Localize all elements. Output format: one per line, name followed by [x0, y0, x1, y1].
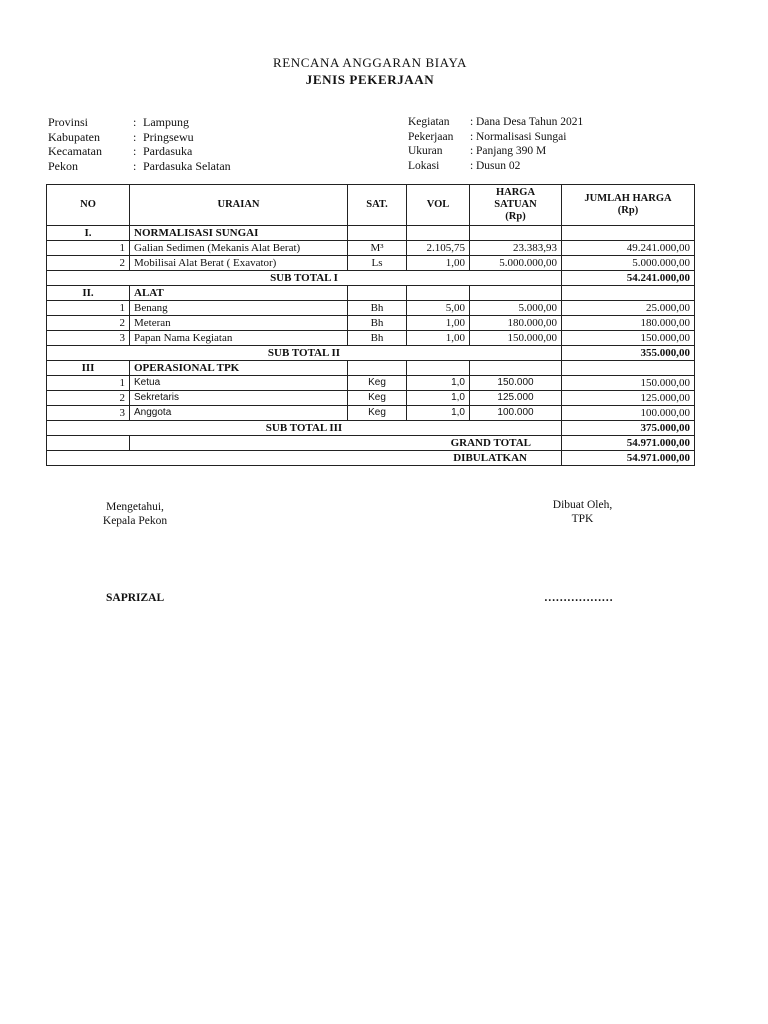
- header-harga-line: HARGA: [495, 187, 536, 198]
- item-sat: Keg: [348, 376, 407, 391]
- item-sat: Keg: [348, 406, 407, 421]
- info-right-block: [408, 115, 583, 173]
- signature-left-line1: Mengetahui,: [106, 501, 164, 513]
- info-row-ukuran: [408, 144, 583, 159]
- table-row: [47, 406, 695, 421]
- info-colon: :: [133, 129, 137, 144]
- item-vol: 1,0: [407, 406, 470, 421]
- info-label: Provinsi: [48, 115, 89, 129]
- info-value: Dusun 02: [476, 159, 521, 172]
- item-harga: 5.000.000,00: [470, 256, 562, 271]
- item-jumlah: 150.000,00: [562, 376, 695, 391]
- table-row: [47, 301, 695, 316]
- dibulatkan-label: DIBULATKAN: [47, 451, 562, 466]
- subtotal-label: SUB TOTAL II: [47, 346, 562, 361]
- item-uraian: Benang: [130, 301, 348, 316]
- item-no: 3: [47, 406, 130, 421]
- info-row-pekon: [48, 159, 231, 174]
- item-no: 3: [47, 331, 130, 346]
- header-jumlah-line: JUMLAH HARGA: [584, 193, 672, 204]
- table-row: [47, 316, 695, 331]
- grand-total-value: 54.971.000,00: [562, 436, 695, 451]
- header-sat: SAT.: [348, 185, 407, 226]
- info-value: Dana Desa Tahun 2021: [476, 116, 584, 128]
- info-row-provinsi: [48, 115, 231, 130]
- table-row: [47, 241, 695, 256]
- signature-right-line1: Dibuat Oleh,: [552, 499, 613, 511]
- item-jumlah: 25.000,00: [562, 301, 695, 316]
- dibulatkan-row: [47, 451, 695, 466]
- table-row: [47, 331, 695, 346]
- subtotal-value: 54.241.000,00: [562, 271, 695, 286]
- dibulatkan-value: 54.971.000,00: [562, 451, 695, 466]
- table-row: [47, 391, 695, 406]
- info-label: Kecamatan: [48, 144, 102, 158]
- item-no: 2: [47, 256, 130, 271]
- section-row: [47, 226, 695, 241]
- item-uraian: Galian Sedimen (Mekanis Alat Berat): [130, 241, 348, 256]
- header-jumlah-harga: [562, 185, 695, 226]
- budget-table: [46, 184, 695, 466]
- grand-total-row: [47, 436, 695, 451]
- section-title: OPERASIONAL TPK: [130, 361, 348, 376]
- item-no: 2: [47, 316, 130, 331]
- signature-right-line2: TPK: [571, 513, 594, 525]
- grand-total-label: GRAND TOTAL: [130, 436, 562, 451]
- info-label: Pekerjaan: [408, 130, 454, 143]
- item-uraian: Meteran: [130, 316, 348, 331]
- item-uraian: Ketua: [130, 376, 348, 391]
- section-row: [47, 361, 695, 376]
- empty-cell: [562, 286, 695, 301]
- info-value: Lampung: [143, 115, 189, 129]
- item-jumlah: 150.000,00: [562, 331, 695, 346]
- info-row-lokasi: [408, 159, 583, 174]
- header-jumlah-line: (Rp): [617, 205, 639, 216]
- item-sat: Bh: [348, 331, 407, 346]
- item-uraian: Sekretaris: [130, 391, 348, 406]
- section-row: [47, 286, 695, 301]
- section-no: I.: [47, 226, 130, 241]
- empty-cell: [47, 436, 130, 451]
- item-sat: Keg: [348, 391, 407, 406]
- header-harga-line: (Rp): [505, 211, 526, 222]
- subtotal-label: SUB TOTAL I: [47, 271, 562, 286]
- info-value: Normalisasi Sungai: [476, 130, 567, 143]
- info-label: Pekon: [48, 158, 78, 173]
- subtotal-row: [47, 271, 695, 286]
- info-colon: :: [133, 144, 137, 158]
- item-jumlah: 100.000,00: [562, 406, 695, 421]
- empty-cell: [348, 286, 407, 301]
- empty-cell: [470, 226, 562, 241]
- item-sat: Ls: [348, 256, 407, 271]
- item-sat: M³: [348, 241, 407, 256]
- info-colon: :: [133, 158, 137, 173]
- info-left-block: [48, 115, 231, 173]
- table-row: [47, 256, 695, 271]
- item-vol: 1,0: [407, 391, 470, 406]
- item-jumlah: 49.241.000,00: [562, 241, 695, 256]
- item-harga: 5.000,00: [470, 301, 562, 316]
- item-uraian: Mobilisai Alat Berat ( Exavator): [130, 256, 348, 271]
- item-no: 1: [47, 376, 130, 391]
- item-uraian: Anggota: [130, 406, 348, 421]
- item-vol: 2.105,75: [407, 241, 470, 256]
- info-colon: :: [470, 130, 474, 143]
- empty-cell: [348, 226, 407, 241]
- info-value: Pringsewu: [143, 129, 194, 144]
- item-sat: Bh: [348, 301, 407, 316]
- info-row-kecamatan: [48, 144, 231, 159]
- item-no: 2: [47, 391, 130, 406]
- subtotal-row: [47, 421, 695, 436]
- info-value: Panjang 390 M: [476, 145, 547, 157]
- header-uraian: URAIAN: [130, 185, 348, 226]
- subtotal-label: SUB TOTAL III: [47, 421, 562, 436]
- empty-cell: [470, 286, 562, 301]
- info-row-pekerjaan: [408, 130, 583, 145]
- item-harga: 125.000: [470, 391, 562, 406]
- empty-cell: [562, 226, 695, 241]
- info-label: Lokasi: [408, 159, 440, 172]
- item-harga: 23.383,93: [470, 241, 562, 256]
- item-vol: 1,00: [407, 331, 470, 346]
- section-no: III: [47, 361, 130, 376]
- info-colon: :: [470, 116, 474, 128]
- header-no: NO: [47, 185, 130, 226]
- subtotal-value: 355.000,00: [562, 346, 695, 361]
- document-subtitle: JENIS PEKERJAAN: [305, 72, 435, 87]
- item-no: 1: [47, 301, 130, 316]
- header-harga-line: SATUAN: [494, 199, 537, 210]
- item-harga: 100.000: [470, 406, 562, 421]
- document-title: RENCANA ANGGARAN BIAYA: [272, 55, 468, 70]
- info-label: Ukuran: [408, 145, 443, 157]
- item-vol: 1,0: [407, 376, 470, 391]
- item-vol: 1,00: [407, 316, 470, 331]
- info-colon: :: [470, 145, 474, 157]
- item-jumlah: 180.000,00: [562, 316, 695, 331]
- table-header-row: [47, 185, 695, 226]
- item-harga: 180.000,00: [470, 316, 562, 331]
- empty-cell: [407, 286, 470, 301]
- signature-left: [90, 500, 180, 528]
- info-label: Kegiatan: [408, 116, 450, 128]
- item-uraian: Papan Nama Kegiatan: [130, 331, 348, 346]
- info-row-kabupaten: [48, 130, 231, 145]
- item-sat: Bh: [348, 316, 407, 331]
- signature-left-line2: Kepala Pekon: [102, 515, 168, 527]
- info-colon: :: [133, 115, 137, 129]
- subtotal-row: [47, 346, 695, 361]
- header-harga-satuan: [470, 185, 562, 226]
- info-label: Kabupaten: [48, 129, 100, 144]
- info-value: Pardasuka: [143, 144, 193, 158]
- item-jumlah: 5.000.000,00: [562, 256, 695, 271]
- subtotal-value: 375.000,00: [562, 421, 695, 436]
- empty-cell: [407, 226, 470, 241]
- item-no: 1: [47, 241, 130, 256]
- item-harga: 150.000,00: [470, 331, 562, 346]
- item-vol: 1,00: [407, 256, 470, 271]
- empty-cell: [407, 361, 470, 376]
- empty-cell: [470, 361, 562, 376]
- item-vol: 5,00: [407, 301, 470, 316]
- section-title: ALAT: [130, 286, 348, 301]
- header-vol: VOL: [407, 185, 470, 226]
- info-value: Pardasuka Selatan: [143, 158, 231, 173]
- item-harga: 150.000: [470, 376, 562, 391]
- item-jumlah: 125.000,00: [562, 391, 695, 406]
- signer-name-left: SAPRIZAL: [106, 592, 165, 604]
- signature-right: [540, 498, 625, 526]
- section-title: NORMALISASI SUNGAI: [130, 226, 348, 241]
- empty-cell: [562, 361, 695, 376]
- info-colon: :: [470, 159, 474, 172]
- empty-cell: [348, 361, 407, 376]
- signer-name-right: ………………: [544, 592, 613, 604]
- section-no: II.: [47, 286, 130, 301]
- info-row-kegiatan: [408, 115, 583, 130]
- table-row: [47, 376, 695, 391]
